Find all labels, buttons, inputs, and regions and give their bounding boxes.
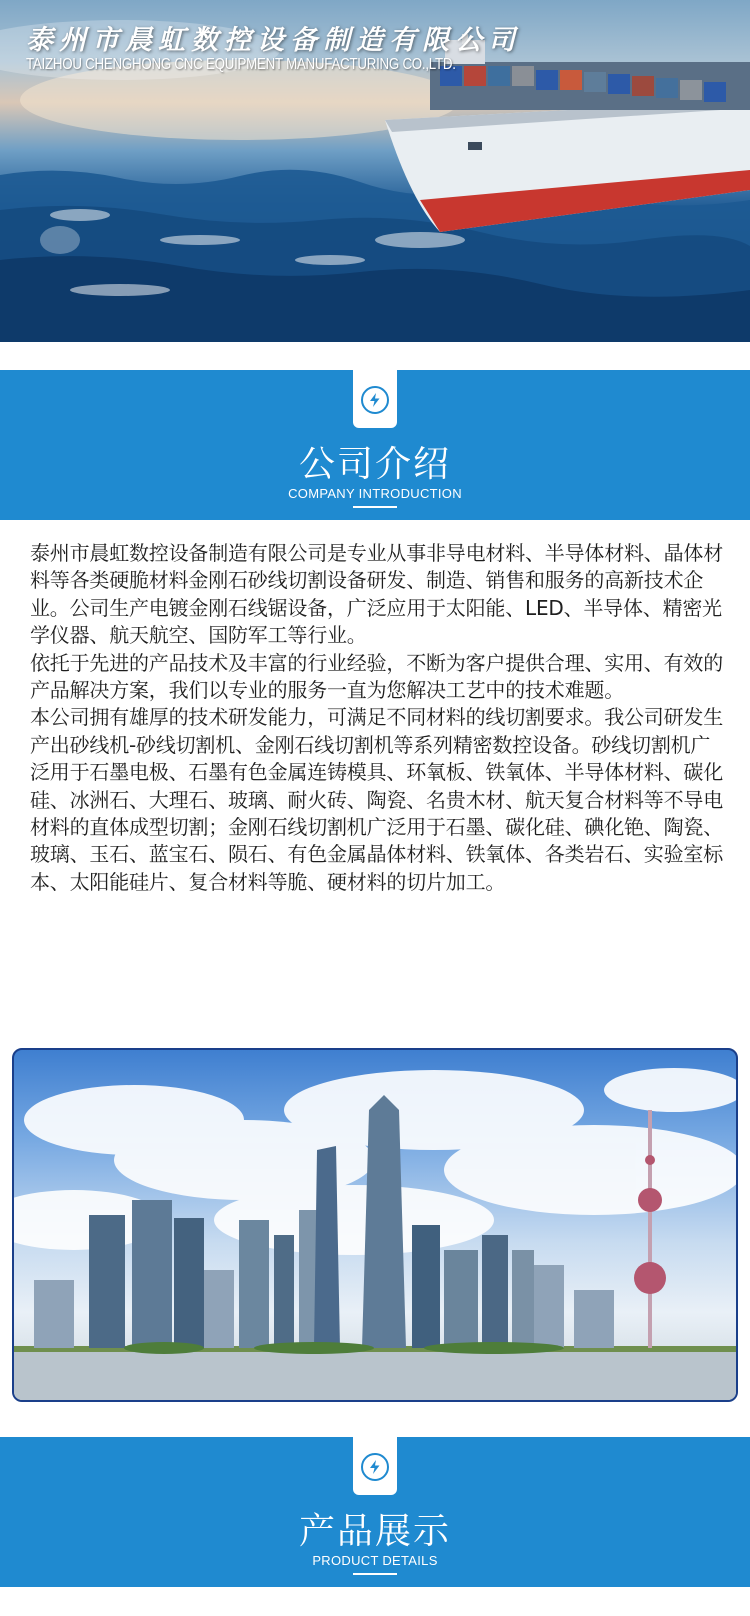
section-header-intro	[0, 370, 750, 520]
skyline-illustration	[14, 1050, 738, 1402]
section-header-products	[0, 1437, 750, 1587]
hero-banner	[0, 0, 750, 342]
section-title: 公司介绍	[298, 444, 451, 485]
intro-paragraph: 本公司拥有雄厚的技术研发能力，可满足不同材料的线切割要求。我公司研发生产出砂线机-砂线切割机、金刚石线切割机等系列精密数控设备。砂线切割机广泛用于石墨电极、石墨有色金属连铸模具、环氧板、铁氧体、半导体材料、碳化硅、冰洲石、大理石、玻璃、耐火砖、陶瓷、名贵木材、航天复合材料等不导电材料的直体成型切割；金刚石线切割机广泛用于石墨、碳化硅、碘化铯、陶瓷、玻璃、玉石、蓝宝石、陨石、有色金属晶体材料、铁氧体、各类岩石、实验室标本、太阳能硅片、复合材料等脆、硬材料的切片加工。	[30, 705, 723, 894]
icon-tab	[353, 370, 397, 428]
company-name-en: TAIZHOU CHENGHONG CNC EQUIPMENT MANUFACTURING CO.,LTD.	[26, 56, 456, 73]
lightning-icon	[361, 1453, 389, 1481]
lightning-icon	[361, 386, 389, 414]
section-title: 产品展示	[298, 1511, 451, 1552]
section-subtitle: COMPANY INTRODUCTION	[288, 486, 462, 501]
company-intro-text	[30, 540, 730, 896]
section-underline	[353, 1573, 397, 1575]
intro-paragraph: 泰州市晨虹数控设备制造有限公司是专业从事非导电材料、半导体材料、晶体材料等各类硬脆材料金刚石砂线切割设备研发、制造、销售和服务的高新技术企业。公司生产电镀金刚石线锯设备，广泛应用于太阳能、LED、半导体、精密光学仪器、航天航空、国防军工等行业。	[30, 541, 723, 648]
company-name-cn: 泰州市晨虹数控设备制造有限公司	[26, 25, 521, 56]
city-skyline-image	[12, 1048, 738, 1402]
section-underline	[353, 506, 397, 508]
icon-tab	[353, 1437, 397, 1495]
intro-paragraph: 依托于先进的产品技术及丰富的行业经验，不断为客户提供合理、实用、有效的产品解决方案，我们以专业的服务一直为您解决工艺中的技术难题。	[30, 650, 723, 703]
section-subtitle: PRODUCT DETAILS	[312, 1553, 438, 1568]
